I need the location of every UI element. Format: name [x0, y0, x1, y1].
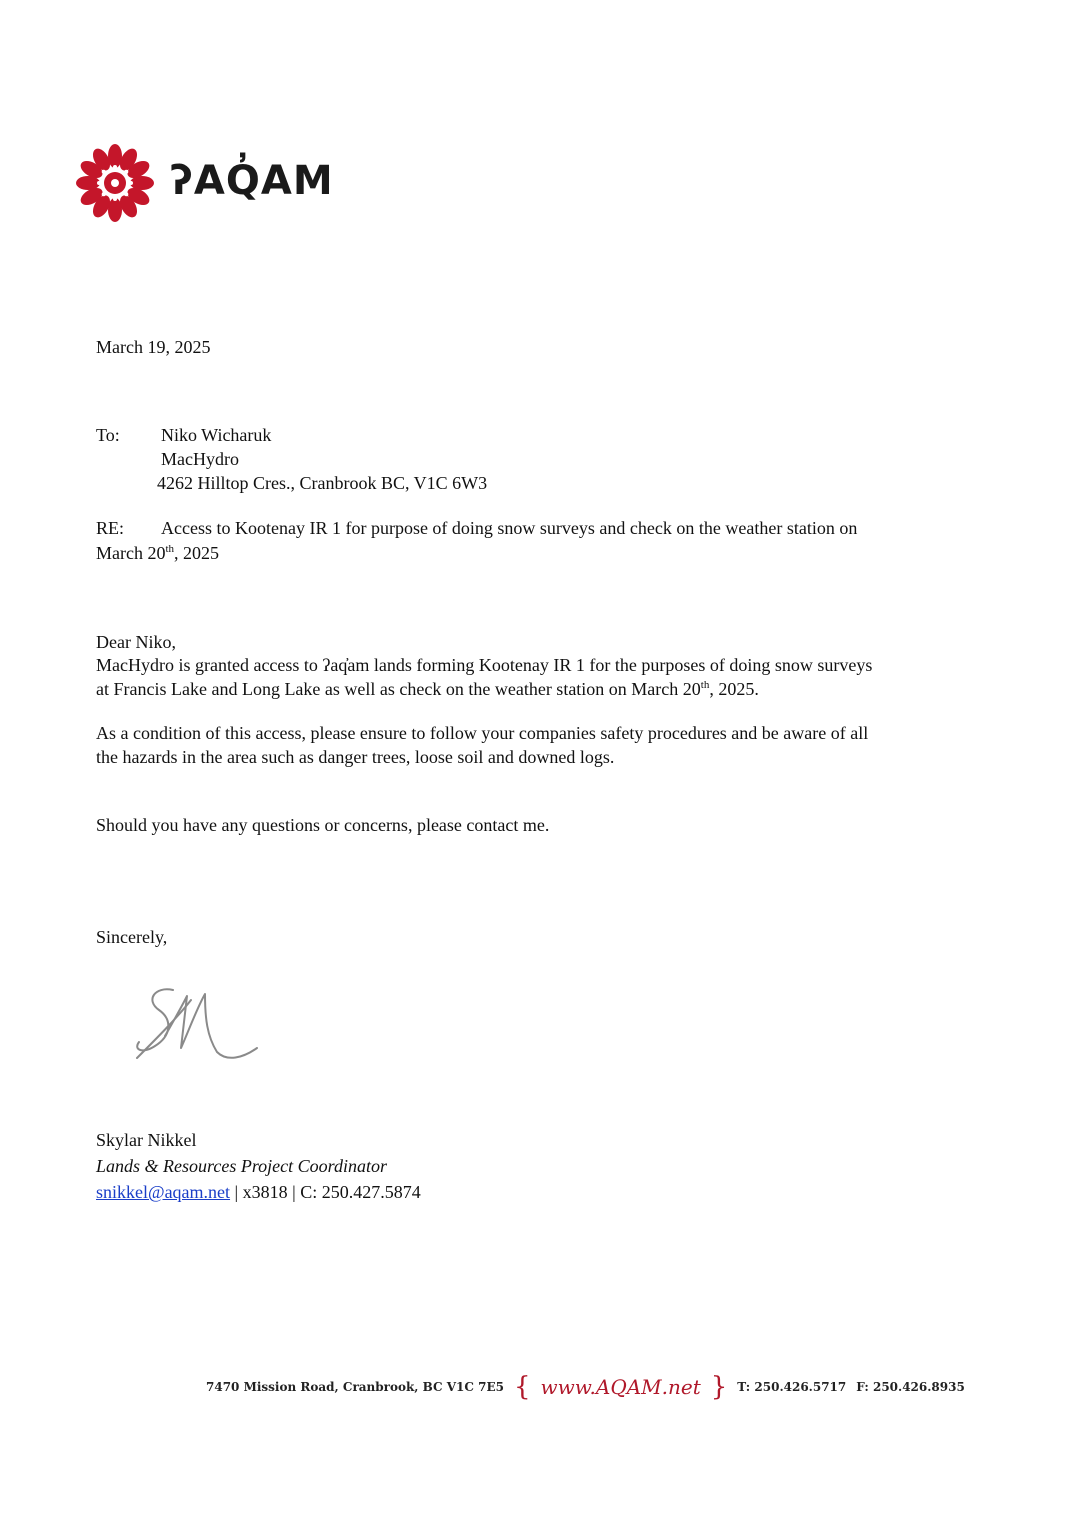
salutation: Dear Niko,	[96, 632, 176, 652]
footer	[206, 1372, 965, 1402]
flower-logo-icon	[74, 142, 156, 224]
signer-phone-extension: | x3818 | C: 250.427.5874	[230, 1182, 421, 1202]
signer-email-link[interactable]: snikkel@aqam.net	[96, 1182, 231, 1202]
handwritten-signature	[125, 978, 275, 1078]
footer-close-brace: }	[710, 1372, 728, 1402]
re-subject-line1: Access to Kootenay IR 1 for purpose of doing snow surveys and check on the weather station on	[161, 518, 858, 538]
recipient-address: 4262 Hilltop Cres., Cranbrook BC, V1C 6W3	[157, 473, 488, 493]
body-paragraph-3: Should you have any questions or concerns, please contact me.	[96, 815, 550, 835]
recipient-name: Niko Wicharuk	[161, 425, 272, 445]
recipient-org: MacHydro	[161, 449, 239, 469]
signer-contact-line	[96, 1180, 421, 1204]
body-paragraph-1-line1: MacHydro is granted access to ʔaq̓am lands forming Kootenay IR 1 for the purposes of doing snow surveys	[96, 655, 873, 675]
footer-address: 7470 Mission Road, Cranbrook, BC V1C 7E5	[206, 1380, 504, 1394]
to-label: To:	[96, 425, 120, 445]
re-subject-line2: March 20th, 2025	[96, 543, 220, 563]
footer-fax: F: 250.426.8935	[856, 1380, 965, 1394]
letterhead-logo	[74, 142, 334, 226]
signer-title: Lands & Resources Project Coordinator	[96, 1156, 387, 1176]
letter-date: March 19, 2025	[96, 337, 211, 357]
footer-website-link[interactable]: www.AQAM.net	[540, 1375, 701, 1399]
closing: Sincerely,	[96, 927, 168, 947]
footer-open-brace: {	[513, 1372, 531, 1402]
signer-name: Skylar Nikkel	[96, 1130, 197, 1150]
footer-phone: T: 250.426.5717	[737, 1380, 847, 1394]
body-paragraph-2-line2: the hazards in the area such as danger trees, loose soil and downed logs.	[96, 747, 615, 767]
logo-wordmark: ʔAQ̓AM	[170, 158, 334, 204]
re-label: RE:	[96, 518, 125, 538]
body-paragraph-1-line2: at Francis Lake and Long Lake as well as check on the weather station on March 20th, 2025.	[96, 679, 759, 699]
body-paragraph-2-line1: As a condition of this access, please ensure to follow your companies safety procedures and be aware of all	[96, 723, 869, 743]
